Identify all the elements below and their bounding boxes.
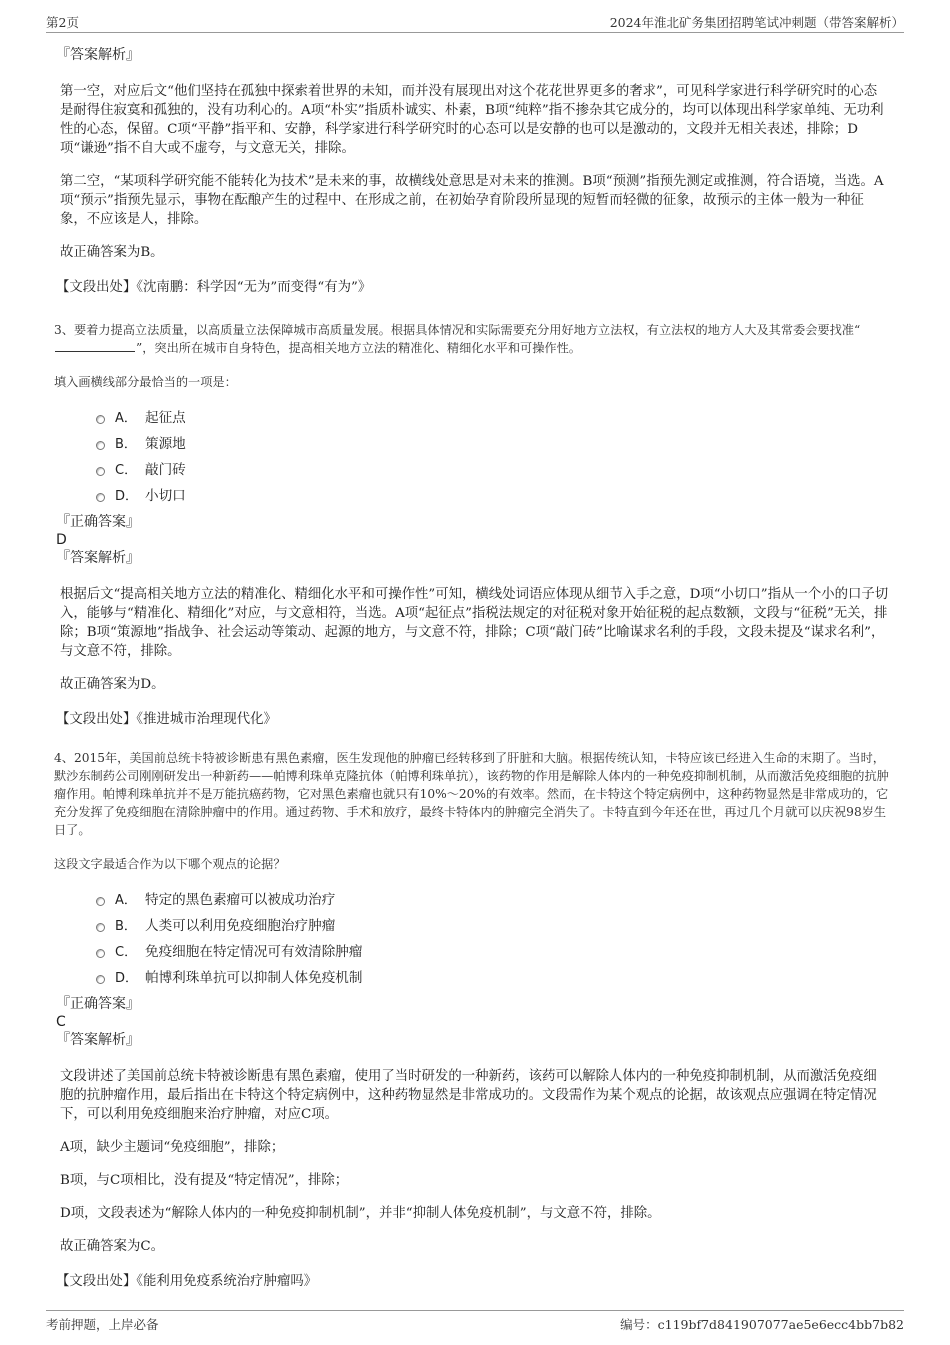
q3-answer-statement: 故正确答案为D。 [60, 677, 165, 692]
q4-analysis-paragraph: 文段讲述了美国前总统卡特被诊断患有黑色素瘤，使用了当时研发的一种新药，该药可以解除人体内的一种免疫抑制机制，从而激活免疫细胞的抗肿瘤作用，最后指出在卡特这个特定病例中，这种药物显然是非常成功的。文段需作为某个观点的论据，故该观点应强调在特定情况下，可以利用免疫细胞来治疗肿瘤，对应C项。 [60, 1069, 877, 1122]
q4-analysis-paragraph: A项，缺少主题词“免疫细胞”，排除； [60, 1140, 285, 1155]
radio-icon[interactable] [96, 467, 105, 476]
q3-source: 【文段出处】《推进城市治理现代化》 [56, 712, 277, 727]
q2-analysis-paragraph: 第一空，对应后文“他们坚持在孤独中探索着世界的未知，而并没有展现出对这个花花世界更多的奢求”，可见科学家进行科学研究时的心态是耐得住寂寞和孤独的，没有功利心的。A项“朴实”指质朴诚实、朴素，B项“纯粹”指不掺杂其它成分的，均可以体现出科学家单纯、无功利性的心态，保留。C项“平静”指平和、安静，科学家进行科学研究时的心态可以是安静的也可以是激动的，文段并无相关表述，排除；D项“谦逊”指不自大或不虚夸，与文意无关，排除。 [60, 84, 884, 156]
page-number: 第2页 [46, 15, 79, 30]
option-b[interactable]: B． 人类可以利用免疫细胞治疗肿瘤 [96, 911, 890, 937]
q4-source: 【文段出处】《能利用免疫系统治疗肿瘤吗》 [56, 1274, 318, 1289]
q2-source: 【文段出处】《沈南鹏：科学因“无为”而变得“有为”》 [56, 280, 372, 295]
q4-correct-label: 『正确答案』 [56, 996, 140, 1012]
footer-slogan: 考前押题，上岸必备 [46, 1317, 159, 1332]
q4-analysis-paragraph: B项，与C项相比，没有提及“特定情况”，排除； [60, 1173, 349, 1188]
radio-icon[interactable] [96, 493, 105, 502]
page-content [56, 46, 890, 1291]
option-c[interactable]: C． 免疫细胞在特定情况可有效清除肿瘤 [96, 937, 890, 963]
q4-answer-statement: 故正确答案为C。 [60, 1239, 164, 1254]
q4-question-text: 4、2015年，美国前总统卡特被诊断患有黑色素瘤，医生发现他的肿瘤已经转移到了肝脏和大脑。根据传统认知，卡特应该已经进入生命的末期了。当时，默沙东制药公司刚刚研发出一种新药——帕博利珠单克隆抗体（帕博利珠单抗），该药物的作用是解除人体内的一种免疫抑制机制，从而激活免疫细胞的抗肿瘤作用。帕博利珠单抗并不是万能抗癌药物，它对黑色素瘤也就只有10%～20%的有效率。然而，在卡特这个特定病例中，这种药物显然是非常成功的，它充分发挥了免疫细胞在清除肿瘤中的作用。通过药物、手术和放疗，最终卡特体内的肿瘤完全消失了。卡特直到今年还在世，再过几个月就可以庆祝98岁生日了。 [54, 751, 889, 837]
page-header [46, 10, 904, 33]
option-a[interactable]: A． 特定的黑色素瘤可以被成功治疗 [96, 885, 890, 911]
option-d[interactable]: D． 帕博利珠单抗可以抑制人体免疫机制 [96, 963, 890, 989]
q3-options [96, 403, 890, 507]
radio-icon[interactable] [96, 441, 105, 450]
option-a[interactable]: A． 起征点 [96, 403, 890, 429]
radio-icon[interactable] [96, 897, 105, 906]
radio-icon[interactable] [96, 975, 105, 984]
q4-options [96, 885, 890, 989]
page-footer [46, 1310, 904, 1341]
q3-analysis-label: 『答案解析』 [56, 550, 140, 566]
q4-prompt: 这段文字最适合作为以下哪个观点的论据？ [54, 857, 286, 871]
q3-correct-label: 『正确答案』 [56, 514, 140, 530]
document-title: 2024年淮北矿务集团招聘笔试冲刺题（带答案解析） [609, 15, 904, 30]
option-c[interactable]: C． 敲门砖 [96, 455, 890, 481]
q4-analysis-label: 『答案解析』 [56, 1032, 140, 1048]
q4-analysis-paragraph: D项，文段表述为“解除人体内的一种免疫抑制机制”，并非“抑制人体免疫机制”，与文意不符，排除。 [60, 1206, 661, 1221]
q2-analysis-label: 『答案解析』 [56, 47, 140, 63]
option-d[interactable]: D． 小切口 [96, 481, 890, 507]
radio-icon[interactable] [96, 415, 105, 424]
radio-icon[interactable] [96, 923, 105, 932]
q3-correct-answer: D [56, 532, 67, 548]
q3-analysis-paragraph: 根据后文“提高相关地方立法的精准化、精细化水平和可操作性”可知，横线处词语应体现从细节入手之意，D项“小切口”指从一个小的口子切入，能够与“精准化、精细化”对应，与文意相符，当选。A项“起征点”指税法规定的对征税对象开始征税的起点数额，文段与“征税”无关，排除；B项“策源地”指战争、社会运动等策动、起源的地方，与文意不符，排除；C项“敲门砖”比喻谋求名利的手段，文段未提及“谋求名利”，与文意不符，排除。 [60, 587, 889, 659]
q2-answer-statement: 故正确答案为B。 [60, 245, 164, 260]
q4-correct-answer: C [56, 1014, 66, 1030]
document-serial: 编号：c119bf7d841907077ae5e6ecc4bb7b82 [620, 1317, 904, 1332]
q3-prompt: 填入画横线部分最恰当的一项是： [54, 375, 237, 389]
q2-analysis-paragraph: 第二空，“某项科学研究能不能转化为技术”是未来的事，故横线处意思是对未来的推测。B项“预测”指预先测定或推测，符合语境，当选。A项“预示”指预先显示，事物在酝酿产生的过程中、在形成之前，在初始孕育阶段所显现的短暂而轻微的征象，故预示的主体一般为一种征象，不应该是人，排除。 [60, 174, 884, 227]
q3-question-text: 3、要着力提高立法质量，以高质量立法保障城市高质量发展。根据具体情况和实际需要充分用好地方立法权，有立法权的地方人大及其常委会要找准“”，突出所在城市自身特色，提高相关地方立法的精准化、精细化水平和可操作性。 [54, 323, 861, 355]
option-b[interactable]: B． 策源地 [96, 429, 890, 455]
radio-icon[interactable] [96, 949, 105, 958]
fill-blank [55, 339, 135, 352]
